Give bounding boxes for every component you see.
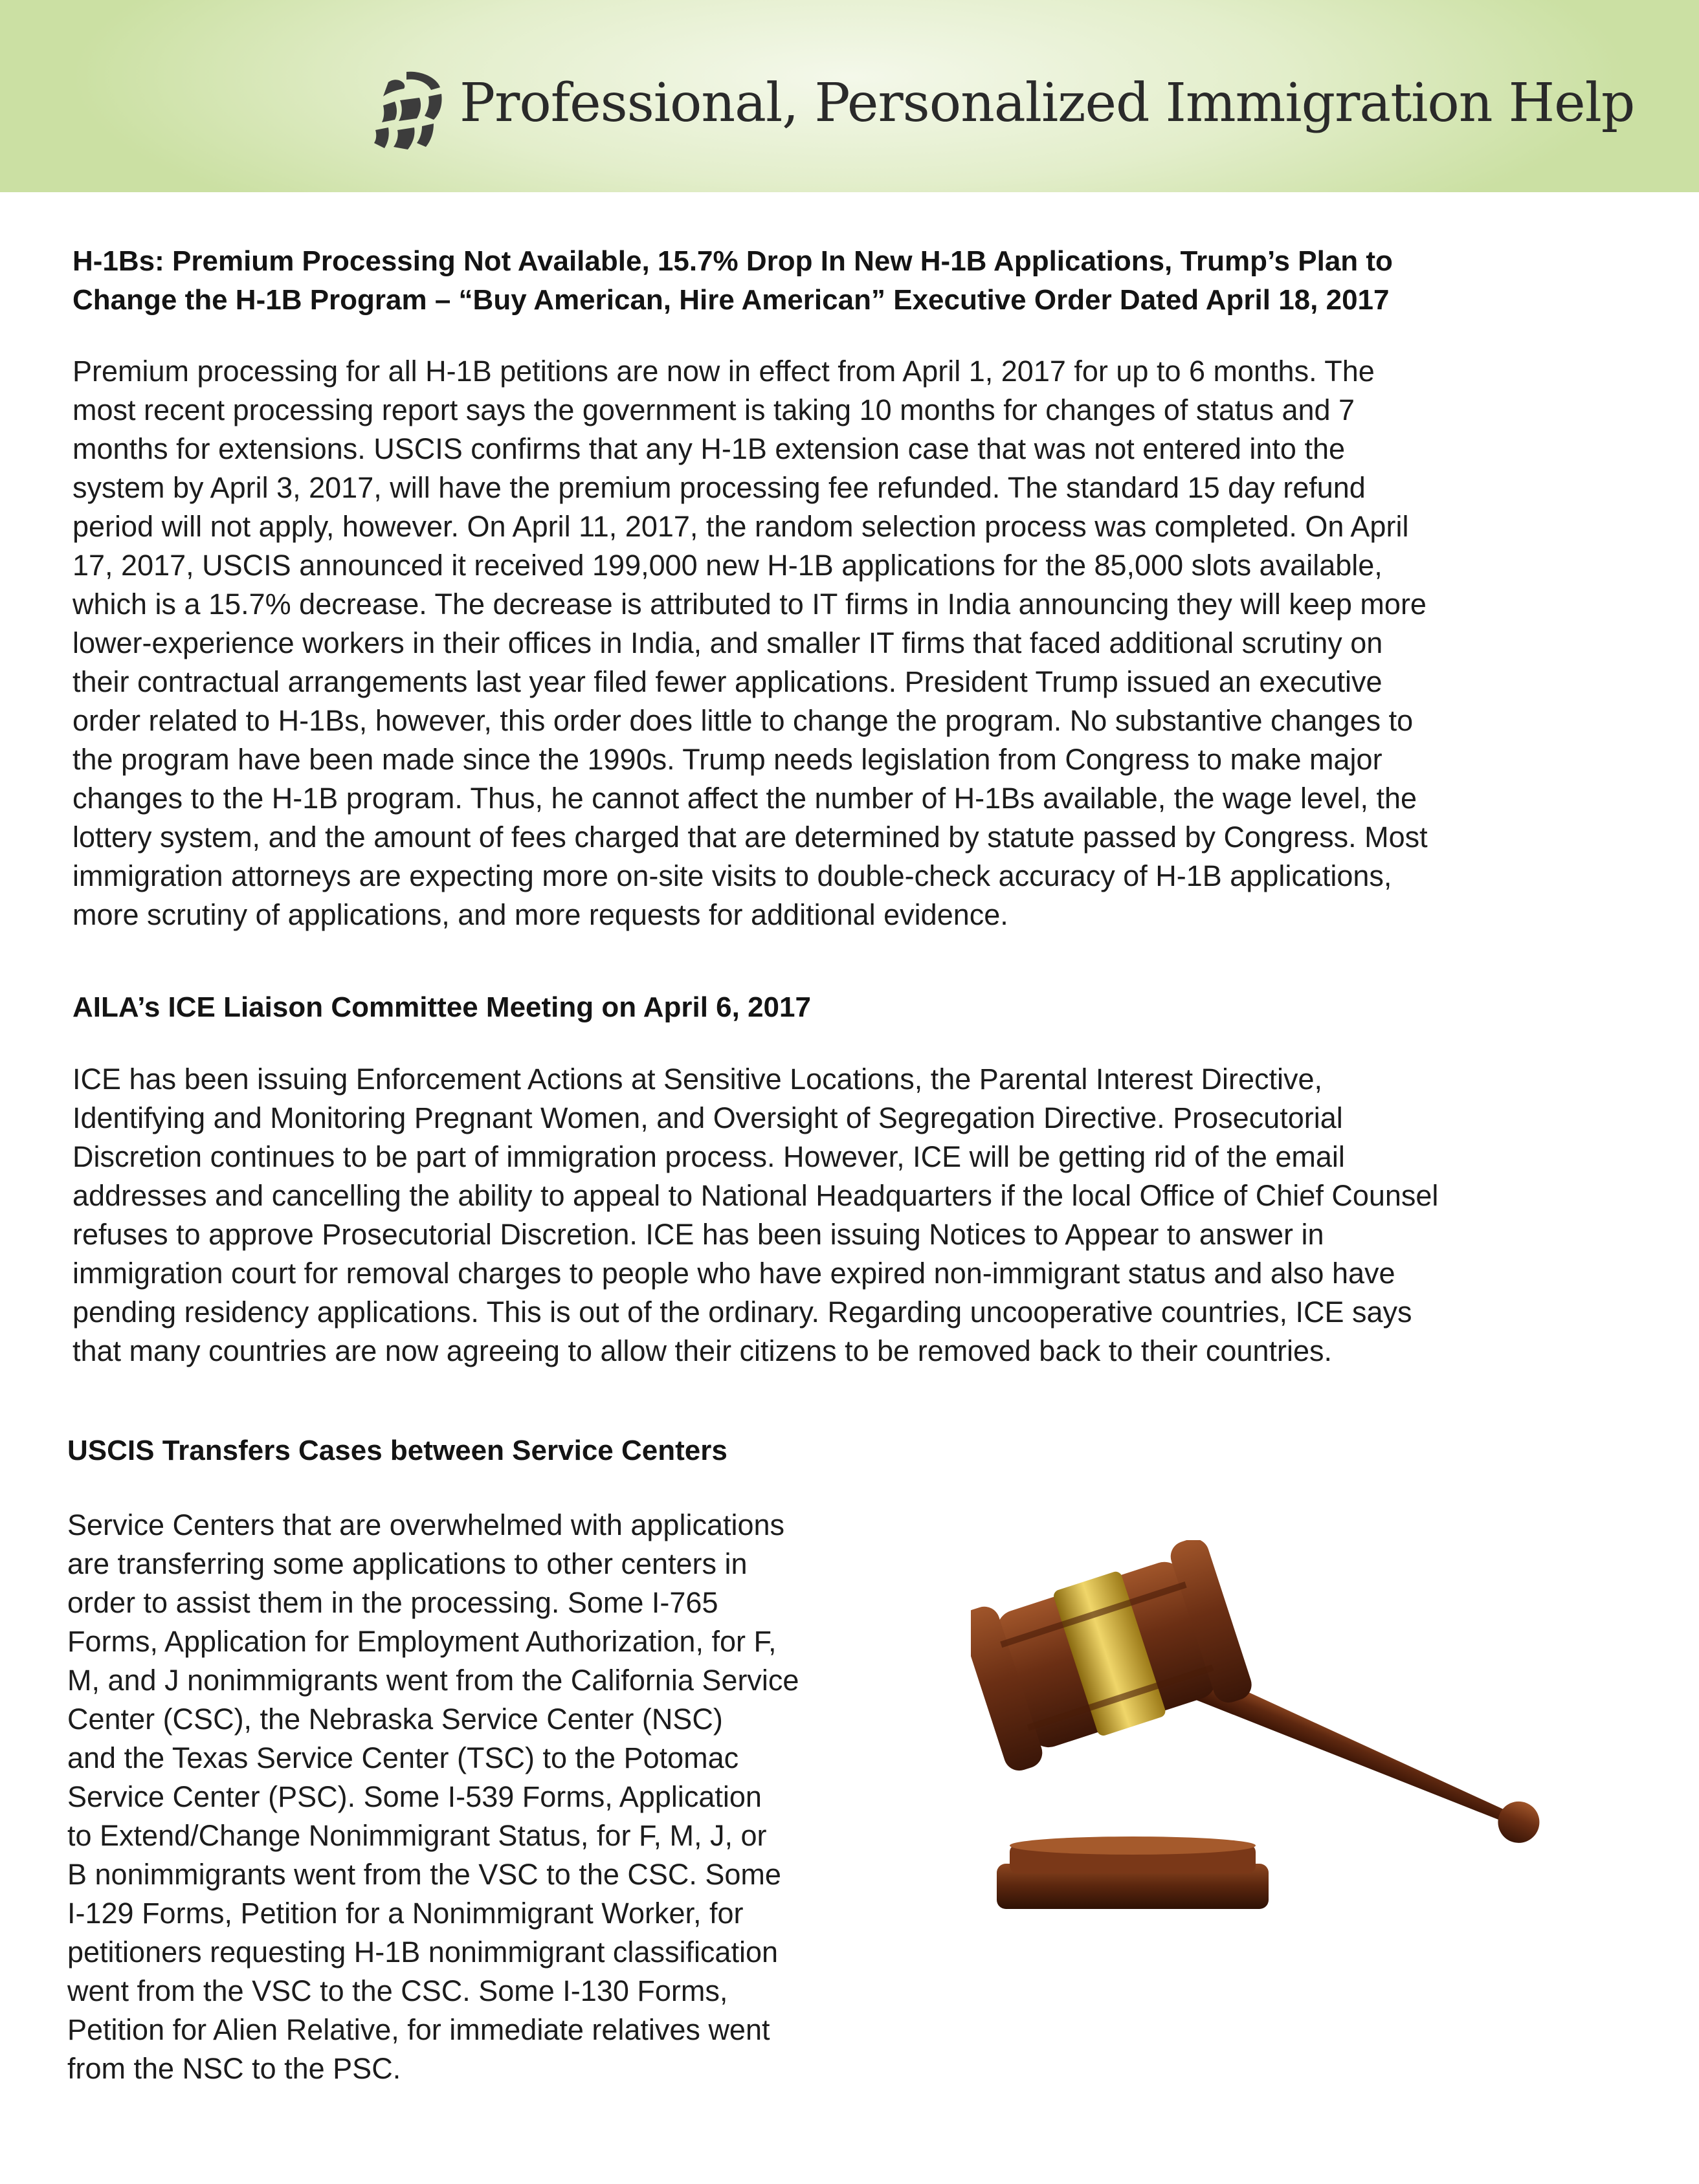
body-line: petitioners requesting H-1B nonimmigrant classification: [67, 1936, 779, 1969]
body-line: which is a 15.7% decrease. The decrease is attributed to IT firms in India announcing they will keep more: [72, 588, 1427, 621]
header-banner: [0, 0, 1699, 192]
body-line: the program have been made since the 1990s. Trump needs legislation from Congress to make major: [72, 743, 1383, 776]
body-line: refuses to approve Prosecutorial Discretion. ICE has been issuing Notices to Appear to answer in: [72, 1218, 1324, 1251]
body-line: pending residency applications. This is out of the ordinary. Regarding uncooperative countries, ICE says: [72, 1296, 1412, 1329]
section-body-aila: [72, 1060, 1438, 1371]
body-line: immigration attorneys are expecting more on-site visits to double-check accuracy of H-1B applications,: [72, 859, 1392, 892]
globe-logo-icon: [369, 68, 447, 152]
body-line: lottery system, and the amount of fees charged that are determined by statute passed by Congress. Most: [72, 821, 1428, 854]
body-line: from the NSC to the PSC.: [67, 2052, 401, 2085]
body-line: their contractual arrangements last year filed fewer applications. President Trump issued an executive: [72, 665, 1383, 698]
body-line: Service Centers that are overwhelmed with applications: [67, 1508, 785, 1541]
body-line: immigration court for removal charges to people who have expired non-immigrant status and also have: [72, 1257, 1395, 1290]
heading-line: Change the H-1B Program – “Buy American, Hire American” Executive Order Dated April 18, 2017: [72, 284, 1390, 316]
heading-line: USCIS Transfers Cases between Service Centers: [67, 1435, 727, 1466]
body-line: are transferring some applications to other centers in: [67, 1547, 748, 1580]
body-line: to Extend/Change Nonimmigrant Status, for F, M, J, or: [67, 1819, 767, 1852]
body-line: M, and J nonimmigrants went from the California Service: [67, 1664, 799, 1697]
banner-title: Professional, Personalized Immigration Help: [460, 72, 1635, 134]
body-line: period will not apply, however. On April 11, 2017, the random selection process was completed. On April: [72, 510, 1409, 543]
section-heading-aila: [72, 988, 811, 1027]
body-line: order related to H-1Bs, however, this order does little to change the program. No substantive changes to: [72, 704, 1414, 737]
body-line: system by April 3, 2017, will have the premium processing fee refunded. The standard 15 day refund: [72, 471, 1366, 504]
body-line: Petition for Alien Relative, for immediate relatives went: [67, 2013, 770, 2046]
body-line: ICE has been issuing Enforcement Actions at Sensitive Locations, the Parental Interest Directive,: [72, 1063, 1323, 1096]
body-line: changes to the H-1B program. Thus, he cannot affect the number of H-1Bs available, the wage level, the: [72, 782, 1417, 815]
body-line: B nonimmigrants went from the VSC to the CSC. Some: [67, 1858, 781, 1891]
heading-line: H-1Bs: Premium Processing Not Available, 15.7% Drop In New H-1B Applications, Trump’s Plan to: [72, 245, 1393, 277]
body-line: I-129 Forms, Petition for a Nonimmigrant Worker, for: [67, 1897, 744, 1930]
gavel-icon: [971, 1540, 1612, 1967]
body-line: 17, 2017, USCIS announced it received 199,000 new H-1B applications for the 85,000 slots available,: [72, 549, 1383, 582]
section-heading-h1b: [72, 242, 1393, 320]
section-body-h1b: [72, 352, 1428, 934]
body-line: Service Center (PSC). Some I-539 Forms, Application: [67, 1780, 762, 1813]
body-line: lower-experience workers in their offices in India, and smaller IT firms that faced additional scrutiny on: [72, 626, 1383, 659]
body-line: Discretion continues to be part of immigration process. However, ICE will be getting rid of the email: [72, 1140, 1345, 1173]
body-line: months for extensions. USCIS confirms that any H-1B extension case that was not entered into the: [72, 432, 1346, 465]
body-line: most recent processing report says the government is taking 10 months for changes of status and 7: [72, 393, 1355, 426]
body-line: order to assist them in the processing. Some I-765: [67, 1586, 718, 1619]
body-line: Center (CSC), the Nebraska Service Center (NSC): [67, 1703, 723, 1736]
body-line: went from the VSC to the CSC. Some I-130 Forms,: [67, 1974, 728, 2007]
body-line: Identifying and Monitoring Pregnant Women, and Oversight of Segregation Directive. Prosecutorial: [72, 1101, 1343, 1134]
section-heading-uscis: [67, 1431, 727, 1470]
body-line: addresses and cancelling the ability to appeal to National Headquarters if the local Office of Chief Counsel: [72, 1179, 1439, 1212]
body-line: that many countries are now agreeing to allow their citizens to be removed back to their countries.: [72, 1334, 1333, 1367]
sound-block: [997, 1837, 1269, 1909]
section-body-uscis: [67, 1506, 799, 2088]
body-line: more scrutiny of applications, and more requests for additional evidence.: [72, 898, 1008, 931]
body-line: Forms, Application for Employment Authorization, for F,: [67, 1625, 777, 1658]
heading-line: AILA’s ICE Liaison Committee Meeting on April 6, 2017: [72, 991, 811, 1023]
body-line: and the Texas Service Center (TSC) to the Potomac: [67, 1741, 739, 1774]
body-line: Premium processing for all H-1B petitions are now in effect from April 1, 2017 for up to 6 months. The: [72, 355, 1375, 388]
